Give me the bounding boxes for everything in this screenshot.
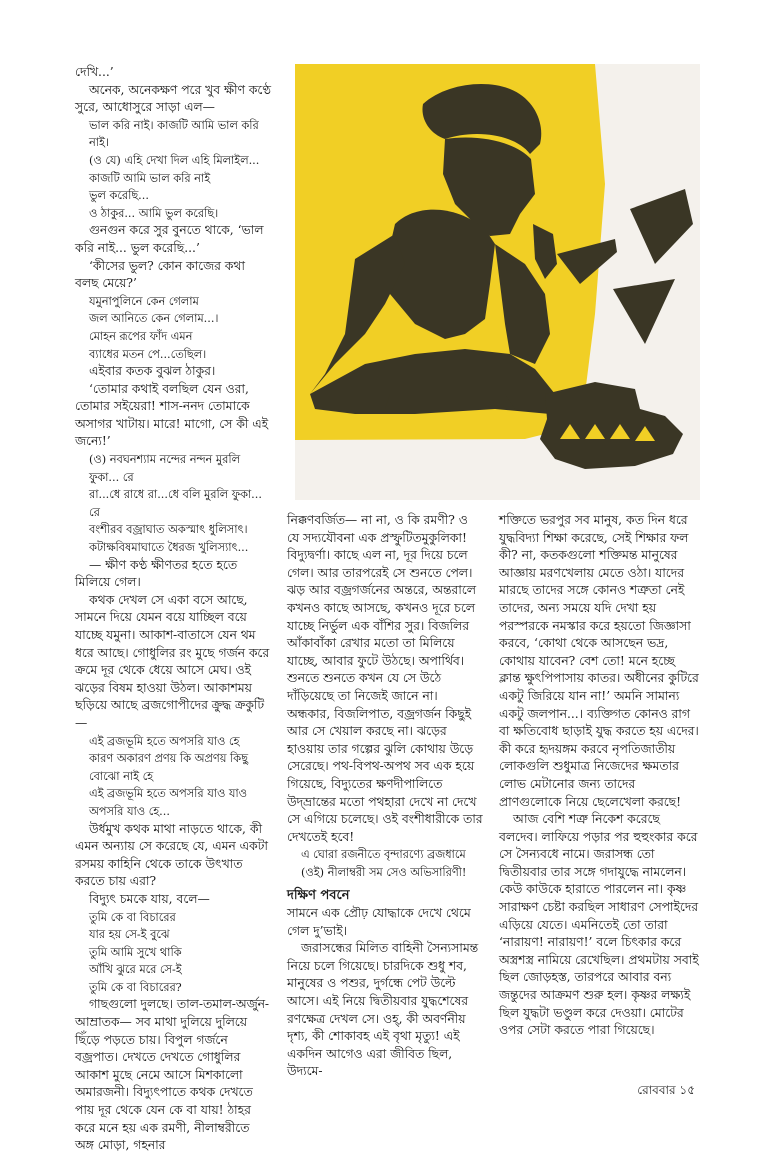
paragraph: গাছগুলো দুলছে। তাল-তমাল-অর্জুন-আম্রাতক— সব মাথা দুলিয়ে দুলিয়ে ছিঁড়ে পড়তে চায়। বিপুল গর্জনে বজ্রপাত। দেখতে দেখতে গোধুলির আকাশ মুছে নেমে আসে মিশকালো অমারজনী। বিদ্যুৎপাতে কথক দেখতে পায় দূর থেকে যেন কে বা যায়! ঠাহর করে মনে হয় এক রমণী, নীলাম্বরীতে অঙ্গ মোড়া, গহনার <box>75 997 270 1153</box>
paragraph: আজ বেশি শত্রু নিকেশ করেছে বলদেব। লাফিয়ে পড়ার পর হুহুংকার করে সে সৈন্যবধে নামে। জরাসন্ধ তো দ্বিতীয়বার তার সঙ্গে গদাযুদ্ধে নামলেন। কেউ কাউকে হারাতে পারলেন না। কৃষ্ণ সারাক্ষণ চেষ্টা করছিল সাধারণ সেপাইদের এড়িয়ে যেতে। এমনিতেই তো তারা ‘নারায়ণ! নারায়ণ!’ বলে চিৎকার করে অস্ত্রশস্ত্র নামিয়ে রেখেছিল। প্রথমটায় সবাই ছিল জোড়হস্ত, তারপরে আবার বন্য জন্তুদের আক্রমণ শুরু হল। কৃষ্ণর লক্ষ্যই ছিল যুদ্ধটা ভণ্ডুল করে দেওয়া। মোটের ওপর সেটা করতে পারা গিয়েছে। <box>499 812 699 1038</box>
papercut-illustration <box>295 64 700 500</box>
verse-line: এই ব্রজভূমি হতে অপসরি যাও যাও অপসরি যাও হে... <box>89 787 247 818</box>
paragraph: ‘কীসের ভুল? কোন কাজের কথা বলছ মেয়ে?’ <box>75 258 245 291</box>
verse-line: যার হয় সে-ই বুঝে <box>89 928 170 942</box>
verse-line: কাজটি আমি ভাল করি নাই <box>89 171 211 185</box>
paragraph: ‘তোমার কথাই বলছিল যেন ওরা, তোমার সইয়েরা! শাস-ননদ তোমাকে অসাগর খাটায়। মারে! মাগো, সে কী এই জন্যে!’ <box>75 381 269 449</box>
paragraph: সামনে এক প্রৌঢ় যোদ্ধাকে দেখে থেমে গেল দু’ভাই। <box>287 906 471 938</box>
paragraph: কথক দেখল সে একা বসে আছে, সামনে দিয়ে যেমন বয়ে যাচ্ছিল বয়ে যাচ্ছে যমুনা। আকাশ-বাতাসে যেন থম ধরে আছে। গোধুলির রং মুছে গর্জন করে ক্রমে দূর থেকে ধেয়ে আসে মেঘ। ওই ঝড়ের বিষম হাওয়া উঠল। আকাশময় ছড়িয়ে আছে ব্রজগোপীদের ক্রুদ্ধ ক্রকুটি— <box>75 592 270 730</box>
section-heading: দক্ষিণ পবনে <box>287 888 350 904</box>
text-column-middle <box>287 512 483 1081</box>
verse-line: ভুল করেছি... <box>89 189 149 203</box>
verse-line: তুমি কে বা বিচারের? <box>89 980 182 994</box>
verse-line: তুমি কে বা বিচারের <box>89 910 176 924</box>
verse-line: জল আনিতে কেন গেলাম...। <box>89 312 219 326</box>
verse-line: (ওই) নীলাম্বরী সম সেও অভিসারিণী! <box>301 865 467 879</box>
verse-line: ভাল করি নাই। কাজটি আমি ভাল করি নাই। <box>89 118 259 150</box>
paragraph: শক্তিতে ভরপুর সব মানুষ, কত দিন ধরে যুদ্ধবিদ্যা শিক্ষা করেছে, সেই শিক্ষার ফল কী? না, কতকগুলো শক্তিমন্ত মানুষের আজ্ঞায় মরণখেলায় মেতে ওঠা। যাদের মারছে তাদের সঙ্গে কোনও শত্রুতা নেই তাদের, অন্য সময়ে যদি দেখা হয় পরস্পরকে নমস্কার করে হয়তো জিজ্ঞাসা করবে, ‘কোথা থেকে আসছেন ভদ্র, কোথায় যাবেন? বেশ তো! মনে হচ্ছে ক্লান্ত ক্ষুৎপিপাসায় কাতর। অধীনের কুটিরে একটু জিরিয়ে যান না!’ অমনি সামান্য একটু জলপান...। ব্যক্তিগত কোনও রাগ বা ক্ষতিবোধ ছাড়াই যুদ্ধ করতে হয় এদের। কী করে হৃদয়ঙ্গম করবে নৃপতিজাতীয় লোকগুলি শুধুমাত্র নিজেদের ক্ষমতার লোভ মেটানোর জন্য তাদের প্রাণগুলোকে নিয়ে ছেলেখেলা করছে! <box>499 513 699 809</box>
verse-line: আঁখি ঝুরে মরে সে-ই <box>89 963 182 977</box>
paragraph: — ক্ষীণ কণ্ঠ ক্ষীণতর হতে হতে মিলিয়ে গেল। <box>75 557 238 590</box>
verse-line: কটাক্ষবিষমাঘাতে ধৈরজ খুলিস্যাৎ... <box>89 541 249 555</box>
verse-line: রা...ধে রাধে রা...ধে বলি মুরলি ফুকা... রে <box>89 488 262 519</box>
verse-line: মোহন রূপের ফাঁদ এমন <box>89 329 193 343</box>
paragraph: উর্ধমুখ কথক মাথা নাড়তে থাকে, কী এমন অন্যায় সে করেছে যে, এমন একটা রসময় কাহিনি থেকে তাকে উৎখাত করতে চায় এরা? <box>75 821 268 889</box>
paragraph: এইবার কতক বুঝল ঠাকুর। <box>89 364 216 379</box>
verse-line: (ও যে) এহি দেখা দিল এহি মিলাইল... <box>89 153 260 167</box>
verse-line: ও ঠাকুর... আমি ভুল করেছি। <box>89 206 219 220</box>
verse-line: বংশীরব বজ্রাঘাত অকস্মাৎ ধুলিসাৎ। <box>89 523 248 537</box>
paragraph: দেখি...’ <box>75 65 114 79</box>
paragraph: গুনগুন করে সুর বুনতে থাকে, ‘ভাল করি নাই... ভুল করেছি...’ <box>75 223 264 255</box>
verse-line: যমুনাপুলিনে কেন গেলাম <box>89 294 199 308</box>
illustration-svg <box>295 64 700 500</box>
verse-line: (ও) নবঘনশ্যাম নন্দের নন্দন মুরলি ফুকা... রে <box>89 453 240 484</box>
paragraph: নিক্কণবর্জিত— না না, ও কি রমণী? ও যে সদ্যযৌবনা এক প্রস্ফুটিতমুকুলিকা! বিদ্যুদ্বর্ণা। কাছে এল না, দূর দিয়ে চলে গেল। আর তারপরেই সে শুনতে পেল। ঝড় আর বজ্রগর্জনের অন্তরে, অন্তরালে কখনও কাছে আসছে, কখনও দূরে চলে যাচ্ছে নির্ভুল এক বাঁশির সুর। বিজলির আঁকাবাঁকা রেখার মতো তা মিলিয়ে যাচ্ছে, আবার ফুটে উঠছে। অপার্থিব। শুনতে শুনতে কখন যে সে উঠে দাঁড়িয়েছে তা নিজেই জানে না। অন্ধকার, বিজলিপাত, বজ্রগর্জন কিছুই আর সে খেয়াল করছে না। ঝড়ের হাওয়ায় তার গল্পের ঝুলি কোথায় উড়ে সেরেছে। পথ-বিপথ-অপথ সব এক হয়ে গিয়েছে, বিদ্যুতের ক্ষণদীপালিতে উদ্‌ভ্রান্তের মতো পথহারা দেখে না দেখে সে এগিয়ে চলেছে। ওই বংশীধারীকে তার দেখতেই হবে! <box>287 513 483 844</box>
verse-line: ব্যাধের মতন পে...তেছিল। <box>89 347 207 361</box>
paragraph: বিদ্যুৎ চমকে যায়, বলে— <box>89 891 210 906</box>
paragraph: অনেক, অনেকক্ষণ পরে খুব ক্ষীণ কণ্ঠে সুরে, আধোসুরে সাড়া এল— <box>75 82 271 115</box>
text-column-left <box>75 64 271 1155</box>
paragraph: জরাসন্ধের মিলিত বাহিনী সৈন্যসামন্ত নিয়ে চলে গিয়েছে। চারদিকে শুধু শব, মানুষের ও পশুর, দুর্গন্ধে পেট উল্টে আসে। এই নিয়ে দ্বিতীয়বার যুদ্ধশেষের রণক্ষেত্র দেখল সে। ওহ্, কী অবর্ণনীয় দৃশ্য, কী শোকাবহ এই বৃথা মৃত্যু! এই একদিন আগেও এরা জীবিত ছিল, উদ্যমে- <box>287 941 479 1079</box>
verse-line: এ ঘোরা রজনীতে বৃন্দারণ্যে ব্রজধামে <box>301 848 466 862</box>
page-footer: রোববার ১৫ <box>637 1083 695 1097</box>
text-column-right <box>499 512 699 1040</box>
verse-line: তুমি আমি সুখে থাকি <box>89 945 182 959</box>
verse-line: এই ব্রজভূমি হতে অপসরি যাও হে <box>89 734 240 748</box>
verse-line: কারণ অকারণ প্রণয় কি অপ্রণয় কিছু বোঝো নাই হে <box>89 752 248 783</box>
